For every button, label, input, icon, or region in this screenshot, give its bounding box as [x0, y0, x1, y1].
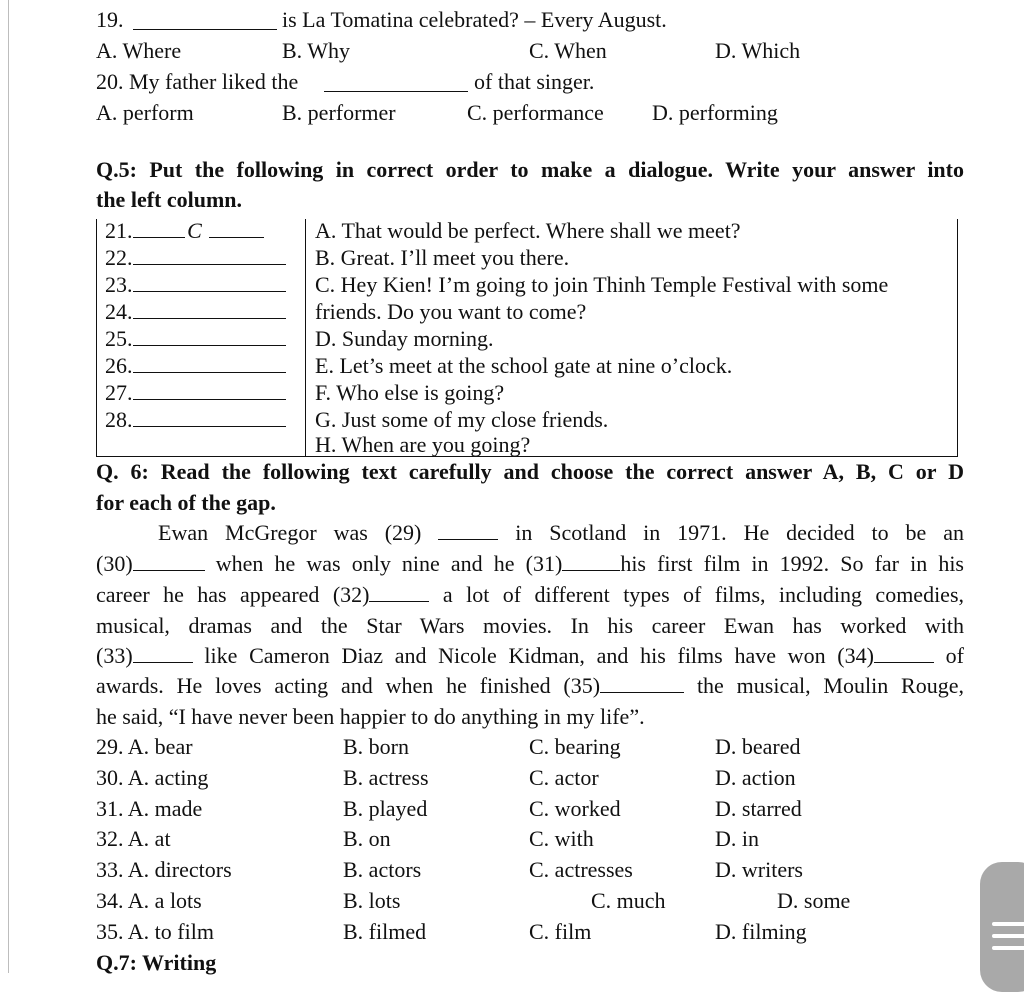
question-19-text: is La Tomatina celebrated? – Every August. — [282, 7, 667, 32]
passage-line-3 — [96, 580, 964, 610]
mc-option-a: 34. A. a lots — [96, 888, 202, 913]
option-20-b: B. performer — [282, 100, 396, 125]
dialogue-line-f: F. Who else is going? — [315, 380, 505, 405]
mc-option-b: B. on — [343, 826, 391, 851]
option-19-d: D. Which — [715, 38, 801, 63]
passage-text: (33) — [96, 643, 133, 668]
question-19-number: 19. — [96, 7, 124, 32]
answer-row — [105, 298, 286, 325]
passage-text: awards. He loves acting and when he finished (35) — [96, 673, 601, 698]
option-19-a: A. Where — [96, 38, 182, 63]
answer-row — [105, 406, 286, 433]
mc-option-c: C. bearing — [529, 734, 621, 759]
answer-blank-right — [209, 219, 264, 238]
answer-value[interactable]: C — [187, 218, 202, 243]
option-20-d: D. performing — [652, 100, 778, 125]
passage-text: his first film in 1992. So far in his — [620, 551, 964, 576]
option-19-b: B. Why — [282, 38, 351, 63]
mc-option-b: B. filmed — [343, 919, 427, 944]
answer-row — [105, 271, 286, 298]
mc-option-c: C. much — [591, 888, 666, 913]
answer-row — [105, 244, 286, 271]
dialogue-line-g: G. Just some of my close friends. — [315, 407, 609, 432]
gap-30[interactable] — [133, 552, 205, 571]
option-20-a: A. perform — [96, 100, 194, 125]
mc-row-31 — [0, 794, 1024, 824]
mc-option-d: D. some — [777, 888, 851, 913]
answer-blank[interactable] — [133, 354, 286, 373]
dialogue-line-d: D. Sunday morning. — [315, 326, 494, 351]
passage-line-4: musical, dramas and the Star Wars movies. In his career Ewan has worked with — [96, 613, 964, 638]
dialogue-line-h: H. When are you going? — [315, 432, 531, 457]
question-20-options — [0, 98, 1024, 128]
mc-option-d: D. beared — [715, 734, 801, 759]
mc-option-a: 33. A. directors — [96, 857, 232, 882]
q5-heading-line2: the left column. — [96, 187, 243, 212]
mc-option-b: B. born — [343, 734, 409, 759]
passage-text: Ewan McGregor was (29) — [158, 520, 422, 545]
mc-option-a: 30. A. acting — [96, 765, 209, 790]
answer-row — [105, 379, 286, 406]
mc-row-35 — [0, 917, 1024, 947]
mc-option-a: 31. A. made — [96, 796, 203, 821]
question-19-blank[interactable] — [133, 9, 277, 30]
mc-row-33 — [0, 855, 1024, 885]
mc-option-b: B. actress — [343, 765, 429, 790]
answer-number: 27. — [105, 380, 133, 405]
answer-blank[interactable] — [133, 300, 286, 319]
gap-32[interactable] — [369, 583, 429, 602]
mc-option-b: B. lots — [343, 888, 401, 913]
answer-blank-left — [133, 219, 185, 238]
passage-text: (30) — [96, 551, 133, 576]
dialogue-line-c-cont: friends. Do you want to come? — [315, 299, 587, 324]
answer-row — [105, 352, 286, 379]
answer-row — [105, 217, 295, 244]
mc-row-30 — [0, 763, 1024, 793]
gap-34[interactable] — [874, 644, 934, 663]
answer-blank[interactable] — [133, 327, 286, 346]
passage-line-6 — [96, 671, 964, 701]
answer-blank[interactable] — [133, 408, 286, 427]
mc-option-c: C. worked — [529, 796, 621, 821]
passage-line-7: he said, “I have never been happier to do anything in my life”. — [96, 704, 645, 729]
mc-option-d: D. action — [715, 765, 796, 790]
mc-option-c: C. actresses — [529, 857, 633, 882]
answer-number: 24. — [105, 299, 133, 324]
question-20-blank[interactable] — [324, 71, 468, 92]
passage-text: in Scotland in 1971. He decided to be an — [515, 520, 964, 545]
mc-option-b: B. actors — [343, 857, 422, 882]
answer-number: 28. — [105, 407, 133, 432]
mc-option-d: D. starred — [715, 796, 802, 821]
dialogue-line-a: A. That would be perfect. Where shall we meet? — [315, 218, 741, 243]
mc-option-a: 32. A. at — [96, 826, 171, 851]
mc-option-d: D. in — [715, 826, 759, 851]
mc-row-32 — [0, 824, 1024, 854]
question-20 — [0, 67, 1024, 97]
passage-line-1 — [158, 518, 964, 548]
table-column-divider — [305, 219, 306, 456]
answer-number: 23. — [105, 272, 133, 297]
gap-33[interactable] — [133, 644, 193, 663]
mc-row-29 — [0, 732, 1024, 762]
passage-line-5 — [96, 641, 964, 671]
passage-text: career he has appeared (32) — [96, 582, 370, 607]
answer-row — [105, 325, 286, 352]
mc-option-d: D. writers — [715, 857, 803, 882]
mc-option-d: D. filming — [715, 919, 807, 944]
q7-heading: Q.7: Writing — [96, 950, 217, 975]
mc-option-c: C. with — [529, 826, 594, 851]
passage-text: of — [945, 643, 964, 668]
gap-29[interactable] — [438, 521, 498, 540]
answer-number: 26. — [105, 353, 133, 378]
answer-number: 21. — [105, 218, 133, 243]
answer-number: 22. — [105, 245, 133, 270]
passage-text: when he was only nine and he (31) — [215, 551, 563, 576]
dialogue-line-c: C. Hey Kien! I’m going to join Thinh Temple Festival with some — [315, 272, 889, 297]
mc-row-34 — [0, 886, 1024, 916]
passage-line-2 — [96, 549, 964, 579]
answer-number: 25. — [105, 326, 133, 351]
passage-text: the musical, Moulin Rouge, — [696, 673, 964, 698]
passage-text: a lot of different types of films, including comedies, — [442, 582, 965, 607]
gap-35[interactable] — [600, 674, 684, 693]
passage-text: like Cameron Diaz and Nicole Kidman, and his films have won (34) — [204, 643, 874, 668]
q6-heading-line2: for each of the gap. — [96, 490, 276, 515]
mc-option-a: 29. A. bear — [96, 734, 193, 759]
gap-31[interactable] — [562, 552, 620, 571]
mc-option-a: 35. A. to film — [96, 919, 214, 944]
option-19-c: C. When — [529, 38, 607, 63]
mc-option-c: C. actor — [529, 765, 599, 790]
question-20-text-before: 20. My father liked the — [96, 69, 299, 94]
dialogue-line-b: B. Great. I’ll meet you there. — [315, 245, 570, 270]
q5-heading-line1: Q.5: Put the following in correct order to make a dialogue. Write your answer into — [96, 157, 964, 182]
option-20-c: C. performance — [467, 100, 604, 125]
question-20-text-after: of that singer. — [474, 69, 595, 94]
dialogue-line-e: E. Let’s meet at the school gate at nine o’clock. — [315, 353, 733, 378]
answer-blank[interactable] — [133, 273, 286, 292]
answer-blank[interactable] — [133, 246, 286, 265]
q6-heading-line1: Q. 6: Read the following text carefully and choose the correct answer A, B, C or D — [96, 459, 964, 484]
mc-option-b: B. played — [343, 796, 428, 821]
question-19-options — [0, 36, 1024, 66]
answer-blank[interactable] — [133, 381, 286, 400]
mc-option-c: C. film — [529, 919, 592, 944]
